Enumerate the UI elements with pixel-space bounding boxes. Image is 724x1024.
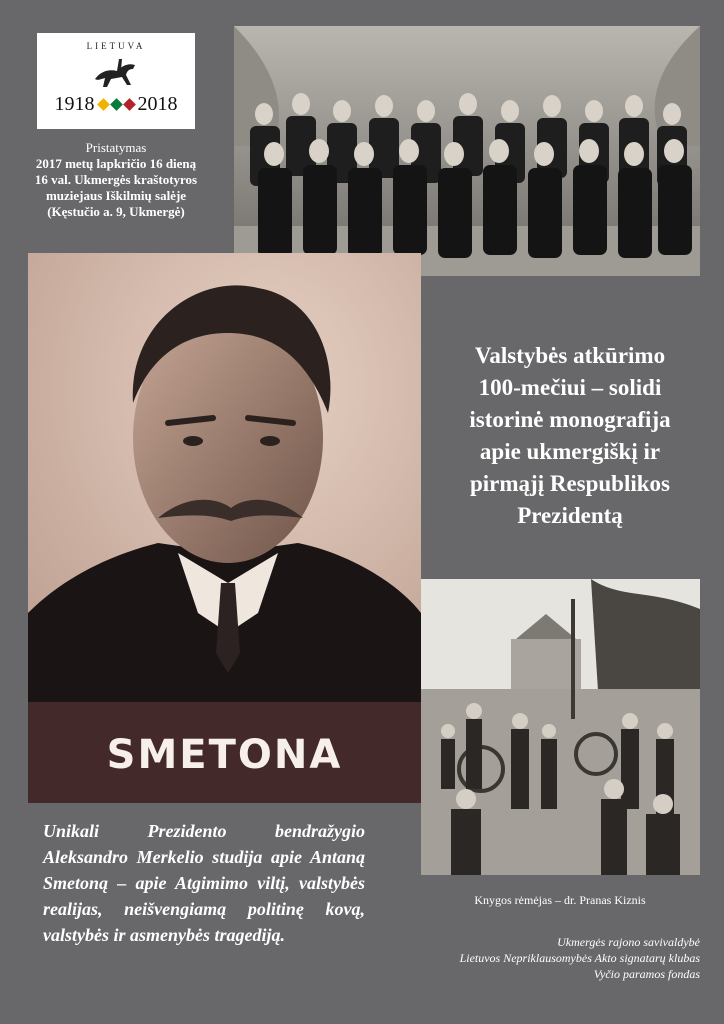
green-diamond-icon xyxy=(110,98,123,111)
street-scene-photo xyxy=(421,579,700,875)
book-title: SMETONA xyxy=(106,732,343,778)
logo-year-end: 2018 xyxy=(137,93,178,115)
headline-line: apie ukmergiškį ir xyxy=(479,439,661,464)
headline-line: 100-mečiui – solidi xyxy=(478,375,662,400)
headline-line: Valstybės atkūrimo xyxy=(474,343,666,368)
presentation-address: (Kęstučio a. 9, Ukmergė) xyxy=(47,204,185,219)
yellow-diamond-icon xyxy=(97,98,110,111)
presentation-time: 16 val. Ukmergės kraštotyros xyxy=(34,172,198,187)
supporter-item: Vyčio paramos fondas xyxy=(593,967,700,981)
presentation-venue: muziejaus Iškilmių salėje xyxy=(45,188,187,203)
supporter-item: Ukmergės rajono savivaldybė xyxy=(557,935,700,949)
street-scene-illustration xyxy=(421,579,700,875)
presentation-date: 2017 metų lapkričio 16 dieną xyxy=(35,156,197,171)
group-photo-illustration xyxy=(234,26,700,276)
headline-line: pirmąjį Respublikos xyxy=(469,471,670,496)
headline-line: istorinė monografija xyxy=(469,407,671,432)
logo-word: LIETUVA xyxy=(86,41,146,51)
supporter-item: Lietuvos Nepriklausomybės Akto signatarų klubas xyxy=(459,951,700,965)
presentation-label: Pristatymas xyxy=(85,140,147,155)
headline xyxy=(420,340,720,532)
group-photo xyxy=(234,26,700,276)
supporters-list xyxy=(400,934,700,982)
centenary-logo xyxy=(37,33,195,129)
book-title-band xyxy=(28,702,421,803)
red-diamond-icon xyxy=(123,98,136,111)
portrait-illustration xyxy=(28,253,421,702)
book-description: Unikali Prezidento bendražygio Aleksandro Merkelio studija apie Antaną Smetoną – apie Atgimimo viltį, valstybės realijas, neišvengiamą politinę kovą, valstybės ir asmenybės tragediją. xyxy=(43,821,365,945)
portrait-photo xyxy=(28,253,421,702)
horse-rider-icon xyxy=(89,53,143,91)
book-sponsor: Knygos rėmėjas – dr. Pranas Kiznis xyxy=(474,893,646,907)
headline-line: Prezidentą xyxy=(517,503,623,528)
presentation-info xyxy=(12,140,220,220)
logo-year-start: 1918 xyxy=(54,93,95,115)
